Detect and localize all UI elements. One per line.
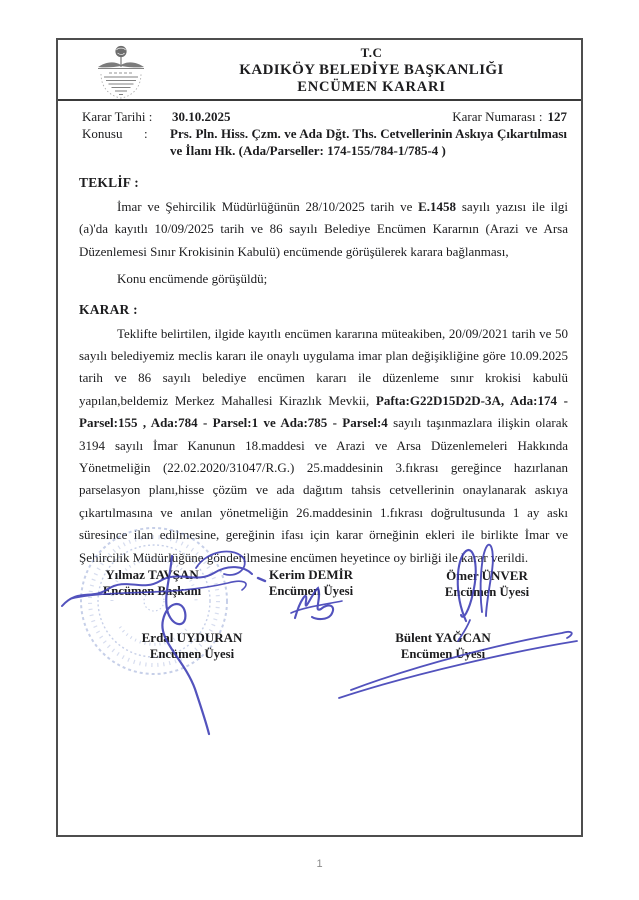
signature-stroke-member-2	[458, 550, 476, 621]
subject-value: Prs. Pln. Hiss. Çzm. ve Ada Dğt. Ths. Cetvellerinin Askıya Çıkartılması ve İlanı Hk. (Ada/Parseller: 174-155/784-1/785-4 )	[170, 126, 567, 158]
decision-date-label: Karar Tarihi :	[82, 109, 153, 124]
signer-name: Kerim DEMİR	[268, 567, 354, 582]
decision-number-label: Karar Numarası :	[452, 109, 543, 124]
subject-label: Konusu	[82, 126, 123, 141]
subject-colon: :	[144, 126, 148, 141]
title-country: T.C	[360, 45, 383, 60]
signer-title: Encümen Üyesi	[149, 647, 235, 661]
signature-stroke-member-4	[351, 632, 572, 690]
teklif-text-pre: İmar ve Şehircilik Müdürlüğünün 28/10/2025 tarih ve	[117, 199, 419, 214]
karar-parcel-info: Pafta:G22D15D2D-3A, Ada:174 - Parsel:155 , Ada:784 - Parsel:1 ve Ada:785 - Parsel:4	[79, 392, 568, 431]
teklif-text-post: sayılı yazısı ile ilgi (a)'da kayıtlı 10/09/2025 tarih ve 86 sayılı Belediye Encümen Kararnın (Arazi ve Arsa Düzenlemesi Sınır Krokisinin Kabulü) encümende görüşülerek karara bağlanması,	[79, 199, 568, 259]
karar-text-pre: Teklifte belirtilen, ilgide kayıtlı encümen kararına müteakiben, 20/09/2021 tarih ve 50 sayılı belediyemiz meclis kararı ile onaylı uygulama imar plan değişikliğine göre 10.09.2025 tarih ve 86 sayılı belediye encümen kararı ile düzenleme sınır krokisi kabulü yapılan,beldemiz Merkez Mahallesi Kirazlık Mevkii,	[79, 325, 568, 408]
karar-text-post: sayılı taşınmazlara ilişkin olarak 3194 sayılı İmar Kanunun 18.maddesi ve Arazi ve Arsa Düzenlemeleri Hakkında Yönetmeliğin (22.02.2020/31047/R.G.) 25.maddesinin 3.fıkrası gereğince hazırlanan parselasyon planı,hisse çözüm ve ada dağıtım tahsis cetvellerinin onaylanarak askıya çıkartılmasına ve anılan yönetmeliğin 26.maddesinin 1.fıkrası doğrultusunda 1 ay askı süresince ilan edilmesine, gereğinin ifası için karar örneğinin ekleri ile birlikte İmar ve Şehircilik Müdürlüğüne gönderilmesine encümen heyetince oy birliği ile karar verildi.	[79, 415, 568, 565]
signer-title: Encümen Üyesi	[400, 647, 486, 661]
signer-name: Bülent YAĞCAN	[395, 630, 491, 645]
karar-heading: KARAR :	[79, 301, 138, 317]
title-municipality: KADIKÖY BELEDİYE BAŞKANLIĞI	[239, 62, 504, 78]
decision-date-value: 30.10.2025	[172, 109, 231, 124]
teklif-closing-line: Konu encümende görüşüldü;	[117, 271, 268, 287]
signature-stroke-chairman	[62, 567, 252, 606]
title-doc-type: ENCÜMEN KARARI	[297, 79, 446, 95]
signer-title: Encümen Başkanı	[102, 584, 202, 598]
signer-name: Erdal UYDURAN	[141, 630, 243, 645]
teklif-ref-number: E.1458	[418, 199, 457, 214]
page-number: 1	[316, 858, 323, 870]
signer-title: Encümen Üyesi	[268, 584, 354, 598]
teklif-heading: TEKLİF :	[79, 175, 139, 190]
signature-stroke-member-3	[162, 556, 209, 734]
decision-number-value: 127	[547, 109, 567, 124]
signer-name: Yılmaz TAVŞAN	[105, 567, 199, 582]
signer-name: Ömer ÜNVER	[446, 568, 528, 583]
signer-title: Encümen Üyesi	[444, 585, 530, 599]
